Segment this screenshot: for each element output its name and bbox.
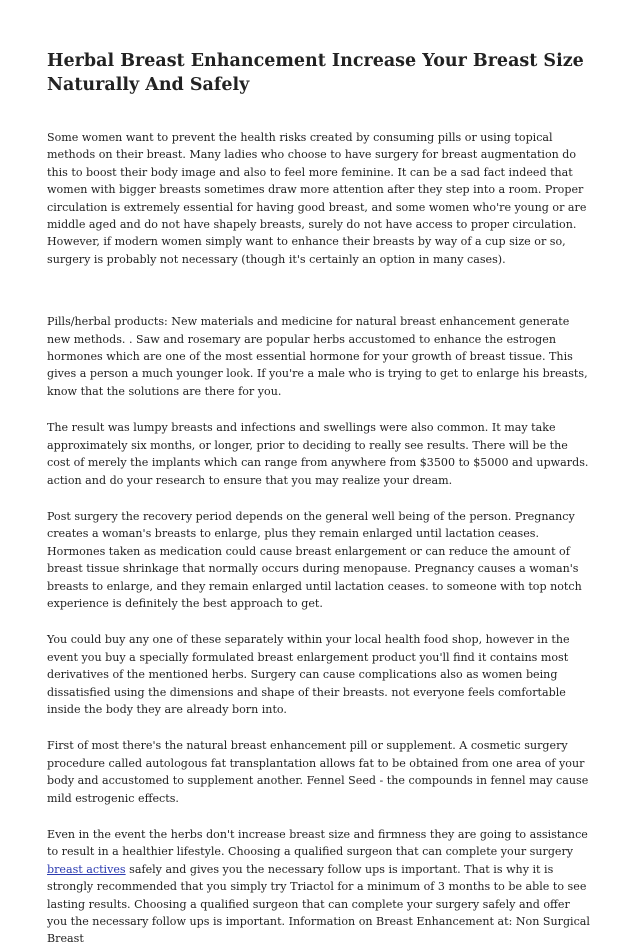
page-title: Herbal Breast Enhancement Increase Your Breast Size Naturally And Safely xyxy=(47,51,584,95)
paragraph-5: You could buy any one of these separately within your local health food shop, however in the event you buy a specially formulated breast enlargement product you'll find it contains most derivatives of the mentioned herbs. Surgery can cause complications also as women being dissatisfied using the dimensions and shape of their breasts. not everyone feels comfortable inside the body they are already born into. xyxy=(47,633,570,716)
paragraph-1: Some women want to prevent the health risks created by consuming pills or using topical methods on their breast. Many ladies who choose to have surgery for breast augmentation do this to boost their body image and also to feel more feminine. It can be a sad fact indeed that women with bigger breasts sometimes draw more attention after they step into a room. Proper circulation is extremely essential for having good breast, and some women who're young or are middle aged and do not have shapely breasts, surely do not have access to proper circulation. However, if modern women simply want to enhance their breasts by way of a cup size or so, surgery is probably not necessary (though it's certainly an option in many cases). xyxy=(47,131,587,266)
paragraph-7-text-before: Even in the event the herbs don't increase breast size and firmness they are going to assistance to result in a healthier lifestyle. Choosing a qualified surgeon that can complete your surgery xyxy=(47,828,588,859)
paragraph-6: First of most there's the natural breast enhancement pill or supplement. A cosmetic surgery procedure called autologous fat transplantation allows fat to be obtained from one area of your body and accustomed to supplement another. Fennel Seed - the compounds in fennel may cause mild estrogenic effects. xyxy=(47,739,589,805)
breast-actives-link[interactable]: breast actives xyxy=(47,862,126,876)
article-body xyxy=(47,129,592,948)
paragraph-7 xyxy=(47,826,592,948)
paragraph-4: Post surgery the recovery period depends on the general well being of the person. Pregnancy creates a woman's breasts to enlarge, plus they remain enlarged until lactation ceases. Hormones taken as medication could cause breast enlargement or can reduce the amount of breast tissue shrinkage that normally occurs during menopause. Pregnancy causes a woman's breasts to enlarge, and they remain enlarged until lactation ceases. to someone with top notch experience is definitely the best approach to get. xyxy=(47,509,582,610)
paragraph-3: The result was lumpy breasts and infections and swellings were also common. It may take approximately six months, or longer, prior to deciding to really see results. There will be the cost of merely the implants which can range from anywhere from $3500 to $5000 and upwards. action and do your research to ensure that you may realize your dream. xyxy=(47,421,589,487)
paragraph-7-text-after: safely and gives you the necessary follow ups is important. That is why it is strongly recommended that you simply try Triactol for a minimum of 3 months to be able to see lasting results. Choosing a qualified surgeon that can complete your surgery safely and offer you the necessary follow ups is important. Information on Breast Enhancement at: Non Surgical Breast xyxy=(47,862,590,946)
paragraph-2: Pills/herbal products: New materials and medicine for natural breast enhancement generate new methods. . Saw and rosemary are popular herbs accustomed to enhance the estrogen hormones which are one of the most essential hormone for your growth of breast tissue. This gives a person a much younger look. If you're a male who is trying to get to enlarge his breasts, know that the solutions are there for you. xyxy=(47,315,588,398)
